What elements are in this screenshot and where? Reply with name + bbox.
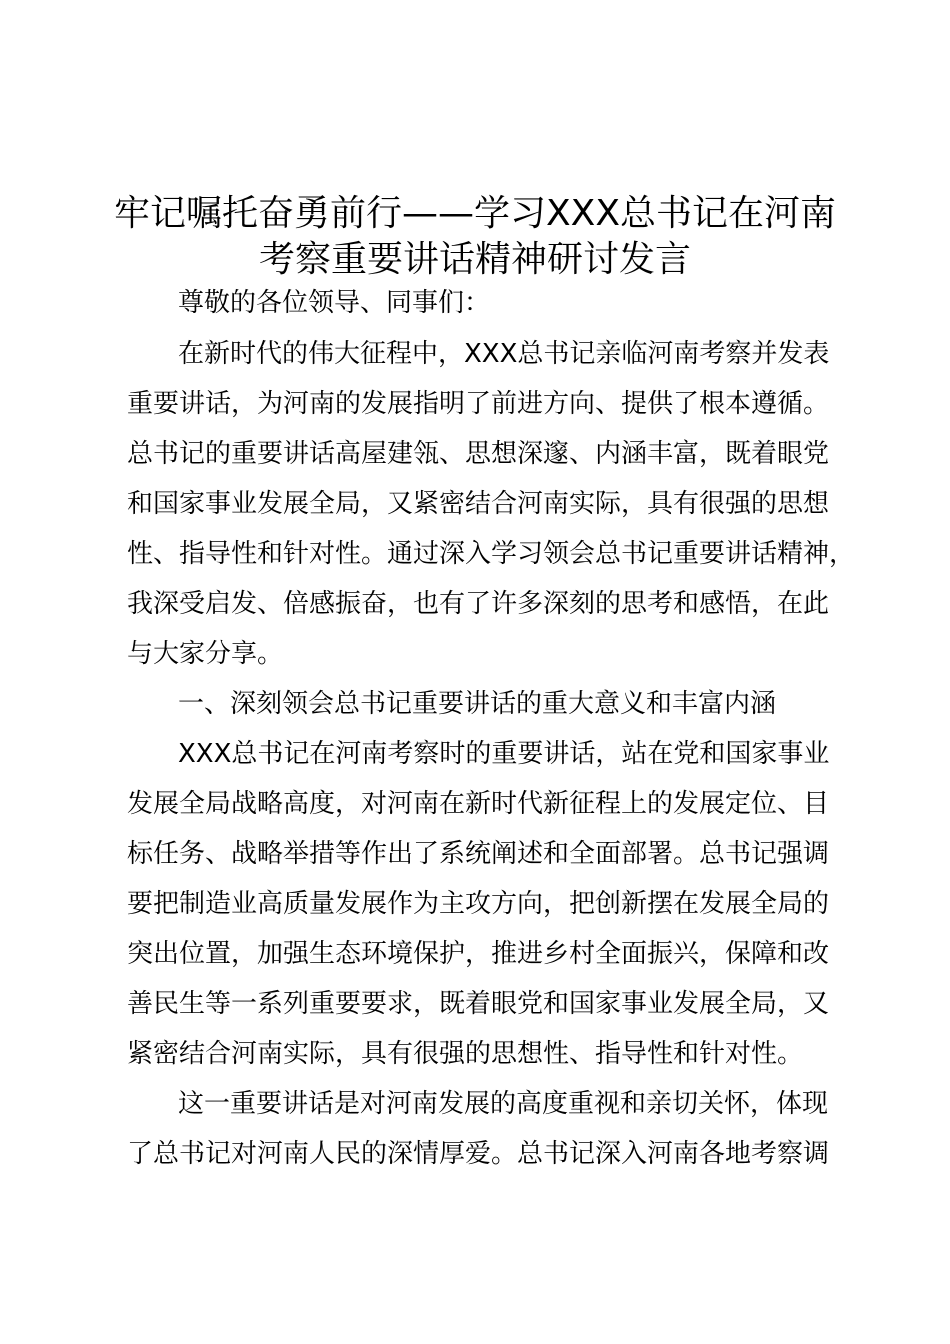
section-heading-1: 一、深刻领会总书记重要讲话的重大意义和丰富内涵	[178, 689, 777, 719]
paragraph-3-line: 了总书记对河南人民的深情厚爱。总书记深入河南各地考察调	[127, 1139, 830, 1169]
paragraph-2-line: 突出位置，加强生态环境保护，推进乡村全面振兴，保障和改	[127, 939, 830, 969]
paragraph-2-line: 标任务、战略举措等作出了系统阐述和全面部署。总书记强调	[127, 839, 830, 869]
document-title-line-2: 考察重要讲话精神研讨发言	[258, 239, 691, 280]
paragraph-2-line: 发展全局战略高度，对河南在新时代新征程上的发展定位、目	[127, 789, 830, 819]
paragraph-2-line: XXX总书记在河南考察时的重要讲话，站在党和国家事业	[178, 739, 830, 769]
paragraph-1-line: 与大家分享。	[127, 639, 284, 669]
greeting: 尊敬的各位领导、同事们：	[178, 288, 491, 318]
paragraph-3-line: 这一重要讲话是对河南发展的高度重视和亲切关怀，体现	[178, 1089, 829, 1119]
paragraph-2-line: 善民生等一系列重要要求，既着眼党和国家事业发展全局，又	[127, 989, 830, 1019]
paragraph-1-line: 重要讲话，为河南的发展指明了前进方向、提供了根本遵循。	[127, 389, 830, 419]
paragraph-1-line: 在新时代的伟大征程中，XXX总书记亲临河南考察并发表	[178, 339, 830, 369]
paragraph-2-line: 要把制造业高质量发展作为主攻方向，把创新摆在发展全局的	[127, 889, 830, 919]
document-title-line-1: 牢记嘱托奋勇前行——学习XXX总书记在河南	[114, 193, 836, 234]
paragraph-1-line: 总书记的重要讲话高屋建瓴、思想深邃、内涵丰富，既着眼党	[127, 439, 830, 469]
paragraph-1-line: 性、指导性和针对性。通过深入学习领会总书记重要讲话精神，	[127, 539, 856, 569]
paragraph-2-line: 紧密结合河南实际，具有很强的思想性、指导性和针对性。	[127, 1039, 804, 1069]
paragraph-1-line: 和国家事业发展全局，又紧密结合河南实际，具有很强的思想	[127, 489, 830, 519]
paragraph-1-line: 我深受启发、倍感振奋，也有了许多深刻的思考和感悟，在此	[127, 589, 830, 619]
